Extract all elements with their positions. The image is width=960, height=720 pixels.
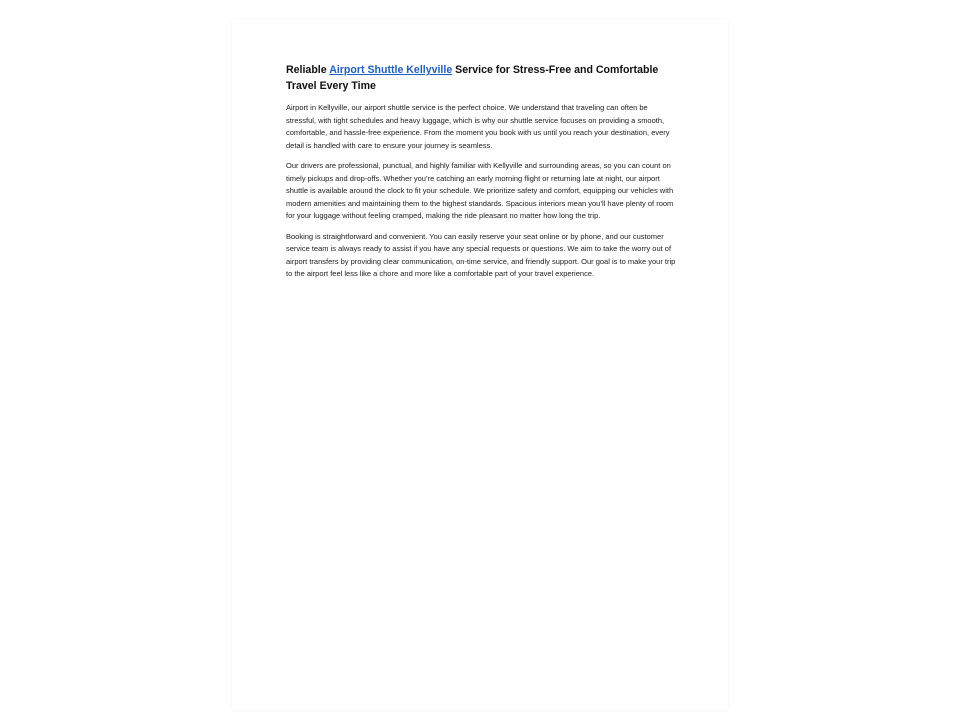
document-page <box>232 20 728 710</box>
paragraph-2: Our drivers are professional, punctual, and highly familiar with Kellyville and surrounding areas, so you can count on timely pickups and drop-offs. Whether you’re catching an early morning flight or returning late at night, our airport shuttle is available around the clock to fit your schedule. We prioritize safety and comfort, equipping our vehicles with modern amenities and maintaining them to the highest standards. Spacious interiors mean you’ll have plenty of room for your luggage without feeling cramped, making the ride pleasant no matter how long the trip. <box>286 161 674 220</box>
document-title <box>286 62 678 94</box>
page-content <box>286 62 678 289</box>
title-prefix: Reliable <box>286 64 330 76</box>
paragraph-3: Booking is straightforward and convenient. You can easily reserve your seat online or by phone, and our customer service team is always ready to assist if you have any special requests or questions. We aim to take the worry out of airport transfers by providing clear communication, on-time service, and friendly support. Our goal is to make your trip to the airport feel less like a chore and more like a comfortable part of your travel experience. <box>286 231 676 278</box>
title-suffix: Service for Stress-Free and Comfortable Travel Every Time <box>286 64 659 92</box>
paragraph-1: Airport in Kellyville, our airport shuttle service is the perfect choice. We understand that traveling can often be stressful, with tight schedules and heavy luggage, which is why our shuttle service focuses on providing a smooth, comfortable, and hassle-free experience. From the moment you book with us until you reach your destination, every detail is handled with care to ensure your journey is seamless. <box>286 103 670 150</box>
airport-shuttle-kellyville-link[interactable]: Airport Shuttle Kellyville <box>329 64 453 76</box>
